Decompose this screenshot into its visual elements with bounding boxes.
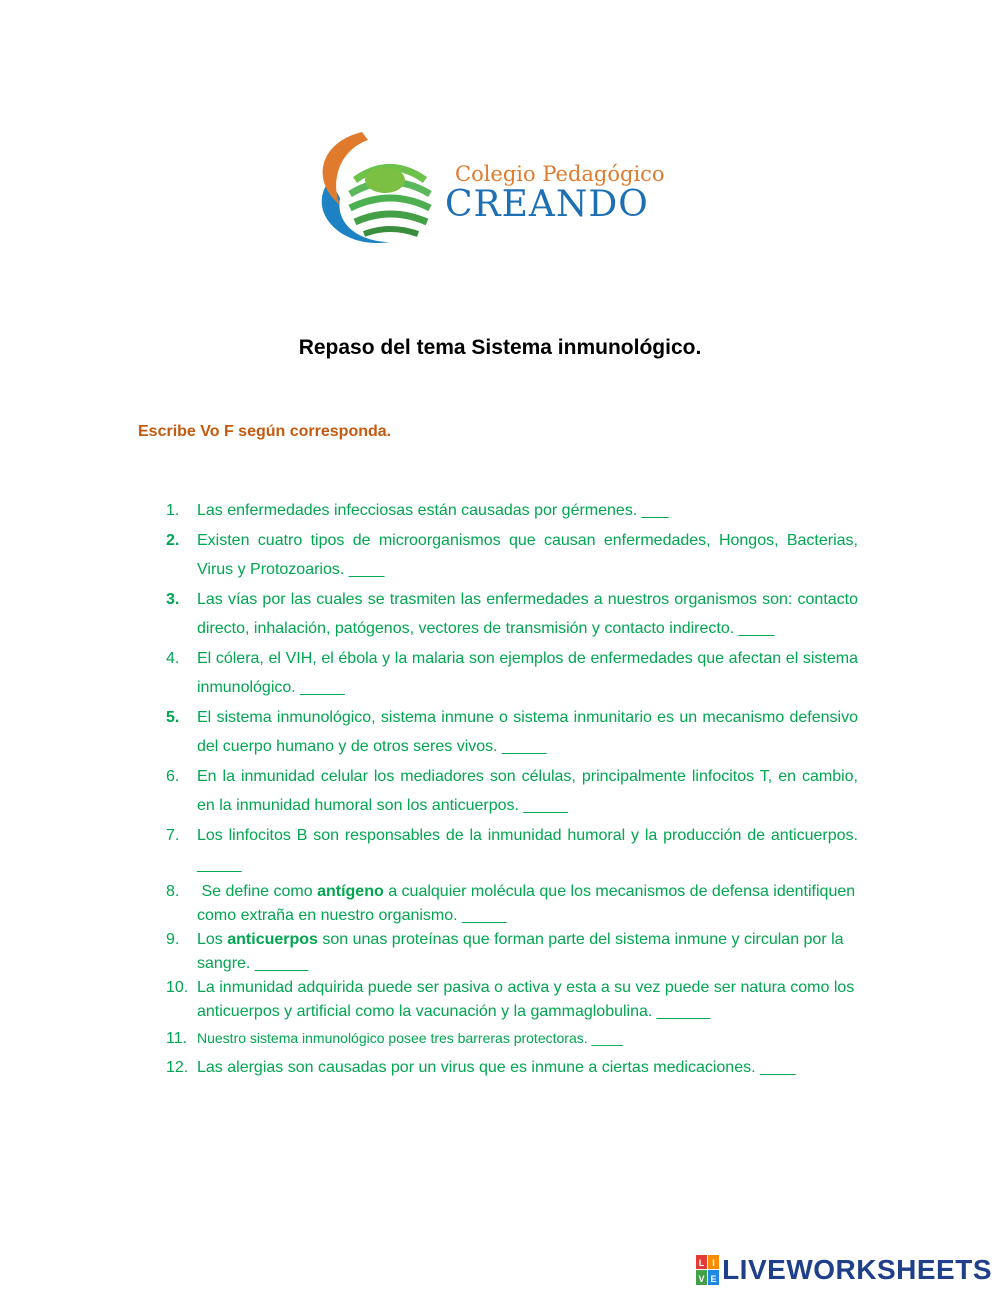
item-text: En la inmunidad celular los mediadores son células, principalmente linfocitos T, en cambio, en la inmunidad humoral son los anticuerpos. _____ xyxy=(197,767,858,814)
item-text-post: son unas proteínas que forman parte del sistema inmune y circulan por la sangre. ______ xyxy=(197,930,844,972)
item-number: 3. xyxy=(166,590,180,608)
item-text: Las vías por las cuales se trasmiten las enfermedades a nuestros organismos son: contacto directo, inhalación, patógenos, vectores de transmisión y contacto indirecto. ____ xyxy=(197,590,858,637)
list-item xyxy=(166,496,858,526)
list-item xyxy=(166,644,858,703)
item-number: 4. xyxy=(166,649,180,667)
item-number: 11. xyxy=(166,1029,188,1047)
item-text: La inmunidad adquirida puede ser pasiva o activa y esta a su vez puede ser natura como los anticuerpos y artificial como la vacunación y la gammaglobulina. ______ xyxy=(197,978,855,1020)
liveworksheets-badge-icon xyxy=(696,1255,720,1285)
badge-letter: I xyxy=(712,1258,715,1268)
list-item xyxy=(166,1053,858,1083)
list-item xyxy=(166,526,858,585)
item-text: Nuestro sistema inmunológico posee tres barreras protectoras. ____ xyxy=(197,1029,623,1046)
liveworksheets-wordmark[interactable]: LIVEWORKSHEETS xyxy=(722,1254,992,1285)
question-list xyxy=(166,496,858,1082)
item-number: 9. xyxy=(166,930,180,948)
item-text-pre: Se define como xyxy=(197,882,318,900)
item-number: 12. xyxy=(166,1058,189,1076)
item-text: Las enfermedades infecciosas están causadas por gérmenes. ___ xyxy=(197,502,669,519)
item-number: 8. xyxy=(166,882,180,900)
list-item xyxy=(166,928,858,976)
item-text: Existen cuatro tipos de microorganismos que causan enfermedades, Hongos, Bacterias, Virus y Protozoarios. ____ xyxy=(197,531,858,578)
item-text: El cólera, el VIH, el ébola y la malaria son ejemplos de enfermedades que afectan el sistema inmunológico. _____ xyxy=(197,649,858,696)
item-text: Las alergias son causadas por un virus que es inmune a ciertas medicaciones. ____ xyxy=(197,1058,796,1076)
logo-line1: Colegio Pedagógico xyxy=(455,162,665,186)
item-text-post: a cualquier molécula que los mecanismos de defensa identifiquen como extraña en nuestro organismo. _____ xyxy=(197,882,856,924)
logo-green-sphere xyxy=(348,158,432,242)
item-text: El sistema inmunológico, sistema inmune o sistema inmunitario es un mecanismo defensivo del cuerpo humano y de otros seres vivos. _____ xyxy=(197,708,858,755)
instruction-text: Escribe Vo F según corresponda. xyxy=(138,423,392,440)
list-item xyxy=(166,762,858,821)
list-item xyxy=(166,880,858,928)
item-number: 1. xyxy=(166,502,180,519)
page-title: Repaso del tema Sistema inmunológico. xyxy=(298,336,702,359)
item-number: 2. xyxy=(166,531,180,549)
item-text-pre: Los xyxy=(197,930,228,948)
badge-letter: E xyxy=(710,1274,717,1284)
list-item xyxy=(166,821,858,880)
list-item xyxy=(166,703,858,762)
school-logo xyxy=(300,120,700,270)
item-number: 7. xyxy=(166,826,180,844)
list-item xyxy=(166,976,858,1024)
list-item xyxy=(166,1024,858,1053)
badge-letter: L xyxy=(698,1258,705,1268)
item-text-bold: antígeno xyxy=(317,882,384,900)
logo-line2: CREANDO xyxy=(445,184,649,225)
list-item xyxy=(166,585,858,644)
item-text: Los linfocitos B son responsables de la inmunidad humoral y la producción de anticuerpos. _____ xyxy=(197,826,858,873)
item-text-bold: anticuerpos xyxy=(227,930,318,948)
item-number: 10. xyxy=(166,978,189,996)
liveworksheets-branding xyxy=(696,1253,992,1287)
badge-letter: V xyxy=(698,1274,705,1284)
item-number: 6. xyxy=(166,767,180,785)
item-number: 5. xyxy=(166,708,180,726)
